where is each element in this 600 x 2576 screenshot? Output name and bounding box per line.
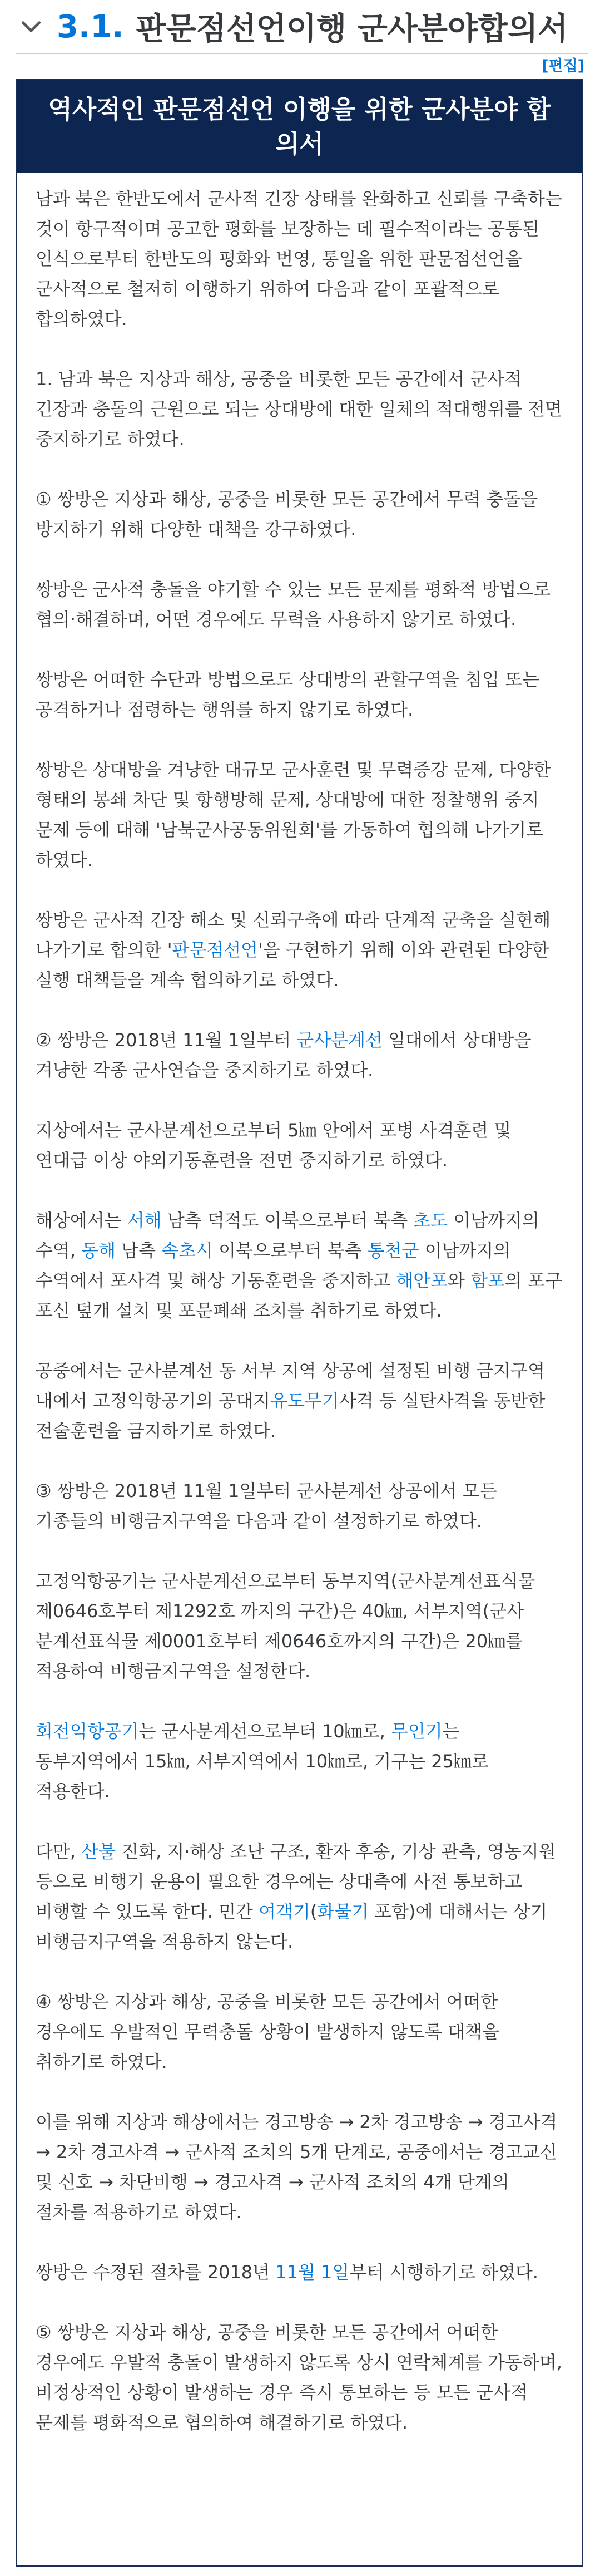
- wiki-link[interactable]: 11월 1일: [275, 2262, 350, 2283]
- paragraph-text: 와: [448, 1270, 471, 1291]
- agreement-title: 역사적인 판문점선언 이행을 위한 군사분야 합의서: [17, 80, 582, 173]
- paragraph-text: 사격 등 실탄사격을 동반한 전술훈련을 금지하기로 하였다.: [36, 1390, 546, 1441]
- paragraph-text: ① 쌍방은 지상과 해상, 공중을 비롯한 모든 공간에서 무력 충돌을 방지하기 위해 다양한 대책을 강구하였다.: [36, 489, 538, 540]
- agreement-paragraph: [36, 1476, 563, 1536]
- agreement-body: [17, 173, 582, 2437]
- paragraph-text: 남측: [116, 1240, 162, 1261]
- edit-link[interactable]: [편집]: [542, 57, 584, 75]
- agreement-paragraph: [36, 2107, 563, 2227]
- agreement-paragraph: [36, 2317, 563, 2437]
- paragraph-text: 남측 덕적도 이북으로부터 북측: [161, 1210, 414, 1231]
- paragraph-text: ③ 쌍방은 2018년 11월 1일부터 군사분계선 상공에서 모든 기종들의 비행금지구역을 다음과 같이 설정하기로 하였다.: [36, 1480, 497, 1531]
- paragraph-text: 의 포구 포신 덮개 설치 및 포문폐쇄 조치를 취하기로 하였다.: [36, 1270, 562, 1321]
- agreement-paragraph: [36, 484, 563, 544]
- paragraph-text: 쌍방은 군사적 충돌을 야기할 수 있는 모든 문제를 평화적 방법으로 협의·해결하며, 어떤 경우에도 무력을 사용하지 않기로 하였다.: [36, 579, 551, 630]
- paragraph-text: ④ 쌍방은 지상과 해상, 공중을 비롯한 모든 공간에서 어떠한 경우에도 우발적인 무력충돌 상황이 발생하지 않도록 대책을 취하기로 하였다.: [36, 1991, 499, 2072]
- paragraph-text: 이남까지의 수역,: [36, 1210, 539, 1261]
- wiki-link[interactable]: 유도무기: [270, 1390, 339, 1411]
- paragraph-text: 부터 시행하기로 하였다.: [349, 2262, 538, 2283]
- agreement-paragraph: [36, 1987, 563, 2077]
- agreement-paragraph: [36, 2257, 563, 2287]
- paragraph-text: 진화, 지·해상 조난 구조, 환자 후송, 기상 관측, 영농지원 등으로 비행기 운용이 필요한 경우에는 상대측에 사전 통보하고 비행할 수 있도록 한다. 민간: [36, 1841, 556, 1922]
- wiki-link[interactable]: 속초시: [161, 1240, 213, 1261]
- paragraph-text: 남과 북은 한반도에서 군사적 긴장 상태를 완화하고 신뢰를 구축하는 것이 항구적이며 공고한 평화를 보장하는 데 필수적이라는 공통된 인식으로부터 한반도의 평화와 번영, 통일을 위한 판문점선언을 군사적으로 철저히 이행하기 위하여 다음과 같이 포괄적으로 합의하였다.: [36, 188, 562, 329]
- agreement-paragraph: [36, 755, 563, 875]
- agreement-paragraph: [36, 1115, 563, 1175]
- agreement-paragraph: [36, 1566, 563, 1686]
- paragraph-text: 이를 위해 지상과 해상에서는 경고방송 → 2차 경고방송 → 경고사격 → 2차 경고사격 → 군사적 조치의 5개 단계로, 공중에서는 경고교신 및 신호 → 차단비행 → 경고사격 → 군사적 조치의 4개 단계의 절차를 적용하기로 하였다.: [36, 2111, 558, 2223]
- wiki-link[interactable]: 해안포: [396, 1270, 448, 1291]
- paragraph-text: 쌍방은 어떠한 수단과 방법으로도 상대방의 관할구역을 침입 또는 공격하거나 점령하는 행위를 하지 않기로 하였다.: [36, 669, 539, 720]
- paragraph-text: 쌍방은 수정된 절차를 2018년: [36, 2262, 276, 2283]
- agreement-paragraph: [36, 1716, 563, 1806]
- wiki-link[interactable]: 여객기: [259, 1901, 310, 1922]
- paragraph-text: '을 구현하기 위해 이와 관련된 다양한 실행 대책들을 계속 협의하기로 하였다.: [36, 939, 549, 991]
- agreement-paragraph: [36, 1836, 563, 1957]
- agreement-paragraph: [36, 1205, 563, 1326]
- paragraph-text: 는 동부지역에서 15㎞, 서부지역에서 10㎞로, 기구는 25㎞로 적용한다.: [36, 1721, 489, 1802]
- wiki-link[interactable]: 군사분계선: [296, 1030, 383, 1051]
- section-title: 판문점선언이행 군사분야합의서: [136, 11, 568, 47]
- paragraph-text: 는 군사분계선으로부터 10㎞로,: [138, 1721, 391, 1742]
- agreement-box: [16, 79, 583, 2567]
- wiki-link[interactable]: 판문점선언: [172, 939, 259, 961]
- paragraph-text: 공중에서는 군사분계선 동 서부 지역 상공에 설정된 비행 금지구역 내에서 고정익항공기의 공대지: [36, 1360, 546, 1411]
- wiki-link[interactable]: 화물기: [317, 1901, 369, 1922]
- paragraph-text: 고정익항공기는 군사분계선으로부터 동부지역(군사분계선표식물 제0646호부터 제1292호 까지의 구간)은 40㎞, 서부지역(군사 분계선표식물 제0001호부터 제0646호까지의 구간)은 20㎞를 적용하여 비행금지구역을 설정한다.: [36, 1570, 535, 1682]
- paragraph-text: ⑤ 쌍방은 지상과 해상, 공중을 비롯한 모든 공간에서 어떠한 경우에도 우발적 충돌이 발생하지 않도록 상시 연락체계를 가동하며, 비정상적인 상황이 발생하는 경우 즉시 통보하는 등 모든 군사적 문제를 평화적으로 협의하여 해결하기로 하였다.: [36, 2322, 562, 2433]
- paragraph-text: (: [310, 1901, 318, 1922]
- section-number[interactable]: 3.1.: [57, 8, 124, 45]
- section-header[interactable]: [16, 0, 588, 54]
- paragraph-text: 쌍방은 군사적 긴장 해소 및 신뢰구축에 따라 단계적 군축을 실현해 나가기로 합의한 ': [36, 909, 551, 961]
- chevron-down-icon[interactable]: [19, 14, 43, 39]
- agreement-paragraph: [36, 664, 563, 725]
- paragraph-text: 해상에서는: [36, 1210, 127, 1231]
- paragraph-text: 1. 남과 북은 지상과 해상, 공중을 비롯한 모든 공간에서 군사적 긴장과 충돌의 근원으로 되는 상대방에 대한 일체의 적대행위를 전면 중지하기로 하였다.: [36, 368, 562, 450]
- wiki-link[interactable]: 무인기: [390, 1721, 443, 1742]
- agreement-paragraph: [36, 1025, 563, 1085]
- agreement-paragraph: [36, 574, 563, 634]
- agreement-paragraph: [36, 905, 563, 995]
- paragraph-text: ② 쌍방은 2018년 11월 1일부터: [36, 1030, 297, 1051]
- wiki-link[interactable]: 회전익항공기: [36, 1721, 139, 1742]
- wiki-link[interactable]: 통천군: [367, 1240, 419, 1261]
- agreement-paragraph: [36, 1356, 563, 1446]
- agreement-paragraph: [36, 364, 563, 454]
- paragraph-text: 지상에서는 군사분계선으로부터 5㎞ 안에서 포병 사격훈련 및 연대급 이상 야외기동훈련을 전면 중지하기로 하였다.: [36, 1120, 512, 1171]
- wiki-link[interactable]: 초도: [413, 1210, 448, 1231]
- paragraph-text: 쌍방은 상대방을 겨냥한 대규모 군사훈련 및 무력증강 문제, 다양한 형태의 봉쇄 차단 및 항행방해 문제, 상대방에 대한 정찰행위 중지 문제 등에 대해 '남북군사공동위원회'를 가동하여 협의해 나가기로 하였다.: [36, 759, 551, 870]
- agreement-paragraph: [36, 184, 563, 334]
- paragraph-text: 이북으로부터 북측: [212, 1240, 368, 1261]
- wiki-link[interactable]: 함포: [470, 1270, 505, 1291]
- wiki-link[interactable]: 서해: [127, 1210, 162, 1231]
- wiki-link[interactable]: 동해: [81, 1240, 116, 1261]
- paragraph-text: 포함)에 대해서는 상기 비행금지구역을 적용하지 않는다.: [36, 1901, 548, 1952]
- wiki-link[interactable]: 산불: [81, 1841, 116, 1862]
- paragraph-text: 다만,: [36, 1841, 82, 1862]
- paragraph-text: 이남까지의 수역에서 포사격 및 해상 기동훈련을 중지하고: [36, 1240, 511, 1291]
- paragraph-text: 일대에서 상대방을 겨냥한 각종 군사연습을 중지하기로 하였다.: [36, 1030, 532, 1081]
